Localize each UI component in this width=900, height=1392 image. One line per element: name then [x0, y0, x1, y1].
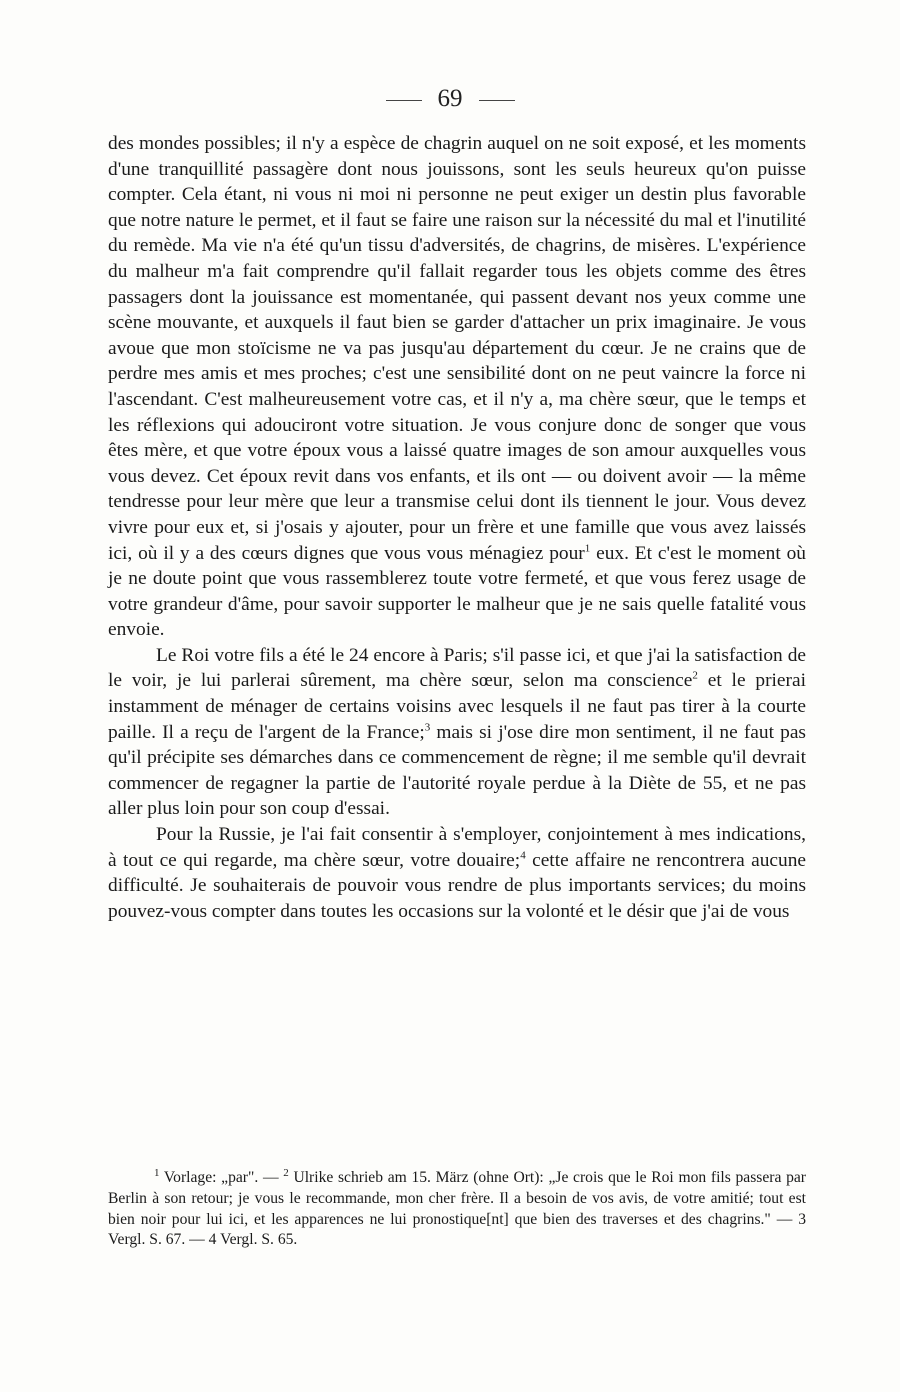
- footnote-mark: 3: [798, 1210, 806, 1228]
- paragraph-text: cette affaire ne rencontrera aucune difficulté. Je souhaiterais de pouvoir vous rendre de plus importants services; du moins pouvez-vous compter dans toutes les occasions sur la volonté et le désir que j'ai de vous: [108, 849, 807, 922]
- footnote-text: Vergl. S. 67. —: [108, 1231, 209, 1249]
- footnote-block: [108, 1168, 806, 1251]
- header-dash-right: [479, 100, 515, 101]
- paragraph-text: et le prierai instamment de ménager de certains voisins avec lesquels il ne faut pas tirer à la courte paille. Il a reçu de l'argent de la France;: [108, 670, 806, 743]
- page-header: [0, 84, 900, 114]
- paragraph-text: Le Roi votre fils a été le 24 encore à Paris; s'il passe ici, et que j'ai la satisfaction de le voir, je lui parlerai sûrement, ma chère sœur, selon ma conscience: [108, 644, 806, 692]
- header-dash-left: [386, 100, 422, 101]
- footnote-ref: 1: [584, 542, 591, 555]
- main-text: [108, 131, 806, 924]
- footnotes: [108, 1168, 806, 1251]
- paragraph-text: eux. Et c'est le moment où je ne doute point que vous rassemblerez toute votre fermeté, et que vous ferez usage de votre grandeur d'âme, pour savoir supporter le malheur que je ne sais quelle fatalité vous envoie.: [108, 542, 806, 641]
- page-number: 69: [437, 85, 463, 112]
- footnote-mark: 1: [154, 1166, 160, 1179]
- footnote-mark: 4: [208, 1231, 217, 1249]
- paragraph-text: mais si j'ose dire mon sentiment, il ne faut pas qu'il précipite ses démarches dans ce commencement de règne; il me semble qu'il devrait commencer de regagner la partie de l'autorité royale perdue à la Diète de 55, et ne pas aller plus loin pour son coup d'essai.: [108, 721, 806, 820]
- footnote-ref: 3: [424, 721, 431, 734]
- paragraph: [108, 131, 806, 643]
- paragraph-text: Pour la Russie, je l'ai fait consentir à s'employer, conjointement à mes indications, à tout ce qui regarde, ma chère sœur, votre douaire;: [108, 824, 806, 871]
- footnote-ref: 2: [692, 670, 698, 682]
- footnote-mark: 2: [283, 1166, 289, 1179]
- paragraph: [108, 643, 806, 822]
- paragraph-text: des mondes possibles; il n'y a espèce de chagrin auquel on ne soit exposé, et les moments d'une tranquillité passagère dont nous jouissons, sont les seuls heureux qu'on puisse compter. Cela étant, ni vous ni moi ni personne ne peut exiger un destin plus favorable que notre nature le permet, et il faut se faire une raison sur la nécessité du mal et l'inutilité du remède. Ma vie n'a été qu'un tissu d'adversités, de chagrins, de misères. L'expérience du malheur m'a fait comprendre qu'il fallait regarder tous les objets comme des êtres passagers dont la jouissance est momentanée, qui passent devant nos yeux comme une scène mouvante, et auxquels il faut bien se garder d'attacher un prix imaginaire. Je vous avoue que mon stoïcisme ne va pas jusqu'au département du cœur. Je ne crains que de perdre mes amis et mes proches; c'est une sensibilité dont on ne peut vaincre la force ni l'ascendant. C'est malheureusement votre cas, et il n'y a, ma chère sœur, que le temps et les réflexions qui adouciront votre situation. Je vous conjure donc de songer que vous êtes mère, et que votre époux vous a laissé quatre images de son amour auxquelles vous vous devez. Cet époux revit dans vos enfants, et ils ont — ou doivent avoir — la même tendresse pour leur mère que leur a transmise celui dont ils tiennent le jour. Vous devez vivre pour eux et, si j'osais y ajouter, pour un frère et une famille que vous avez laissés ici, où il y a des cœurs dignes que vous vous ménagiez pour: [108, 133, 806, 564]
- footnote-text: Vergl. S. 65.: [216, 1231, 298, 1249]
- footnote-text: Vorlage: „par". —: [159, 1169, 284, 1186]
- footnote-text: Ulrike schrieb am 15. März (ohne Ort): „Je crois que le Roi mon fils passera par Berlin à son retour; je vous le recommande, mon cher frère. Il a besoin de vos avis, de votre amitié; tout est bien noir pour lui ici, et les apparences ne lui pronostique[nt] que bien des traverses et des chagrins." —: [108, 1169, 806, 1228]
- footnote-ref: 4: [520, 849, 526, 862]
- paragraph: [108, 822, 806, 924]
